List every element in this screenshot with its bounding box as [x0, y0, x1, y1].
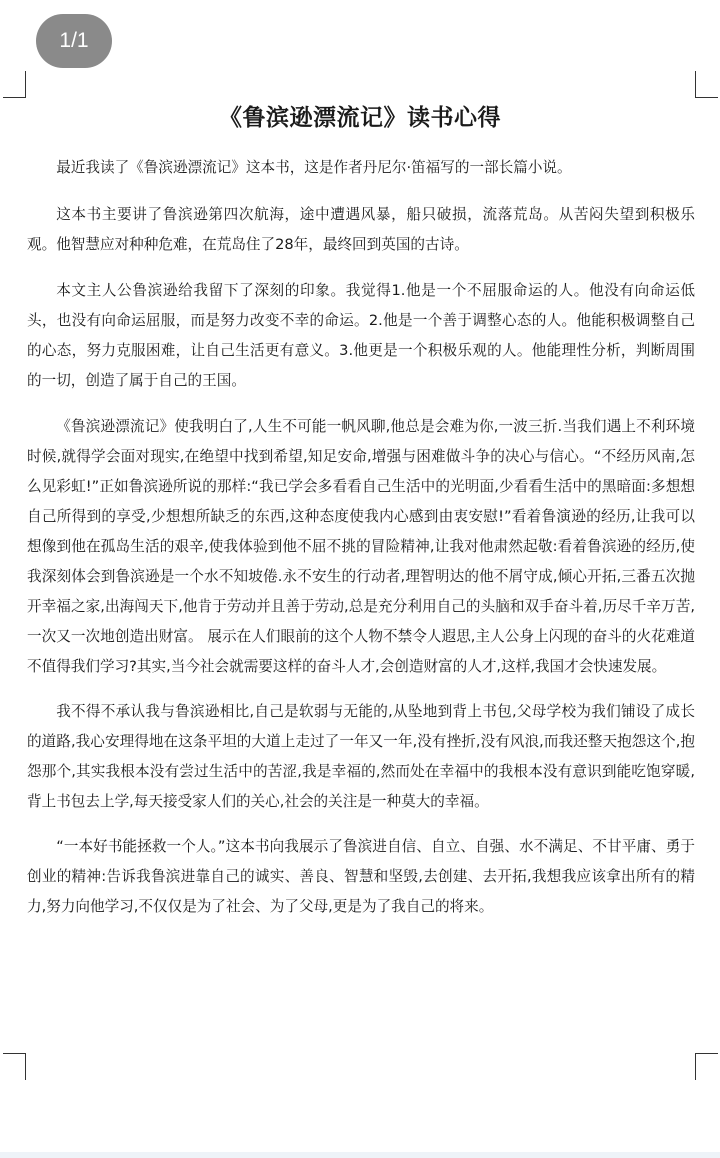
- crop-mark-bottom-right: [695, 1053, 718, 1080]
- paragraph-6: “一本好书能拯救一个人。”这本书向我展示了鲁滨进自信、自立、自强、水不满足、不甘平庸、勇于创业的精神:告诉我鲁滨进靠自己的诚实、善良、智慧和坚毁,去创建、去开拓,我想我应该拿出所有的精力,努力向他学习,不仅仅是为了社会、为了父母,更是为了我自己的将来。: [27, 838, 695, 915]
- paragraph-5: 我不得不承认我与鲁滨逊相比,自己是软弱与无能的,从坠地到背上书包,父母学校为我们铺设了成长的道路,我心安理得地在这条平坦的大道上走过了一年又一年,没有挫折,没有风浪,而我还整天抱怨这个,抱怨那个,其实我根本没有尝过生活中的苦涩,我是幸福的,然而处在幸福中的我根本没有意识到能吃饱穿暖,背上书包去上学,每天接受家人们的关心,社会的关注是一种莫大的幸福。: [27, 703, 695, 810]
- paragraph-1: 最近我读了《鲁滨逊漂流记》这本书，这是作者丹尼尔·笛福写的一部长篇小说。: [56, 159, 572, 176]
- crop-mark-bottom-left: [3, 1053, 26, 1080]
- document-body: [27, 153, 695, 922]
- page-indicator: 1/1: [36, 14, 112, 68]
- paragraph-2: 这本书主要讲了鲁滨逊第四次航海，途中遭遇风暴，船只破损，流落荒岛。从苦闷失望到积极乐观。他智慧应对种种危难，在荒岛住了28年，最终回到英国的古诗。: [27, 206, 695, 253]
- document-title: 《鲁滨逊漂流记》读书心得: [219, 105, 501, 131]
- bottom-bar: [0, 1152, 720, 1158]
- paragraph-3: 本文主人公鲁滨逊给我留下了深刻的印象。我觉得1.他是一个不屈服命运的人。他没有向命运低头，也没有向命运屈服，而是努力改变不幸的命运。2.他是一个善于调整心态的人。他能积极调整自己的心态，努力克服困难，让自己生活更有意义。3.他更是一个积极乐观的人。他能理性分析，判断周围的一切，创造了属于自己的王国。: [27, 282, 695, 389]
- paragraph-4: 《鲁滨逊漂流记》使我明白了,人生不可能一帆风聊,他总是会难为你,一波三折.当我们遇上不利环境时候,就得学会面对现实,在绝望中找到希望,知足安命,增强与困难做斗争的决心与信心。“不经历风南,怎么见彩虹!”正如鲁滨逊所说的那样:“我已学会多看看自己生活中的光明面,少看看生活中的黑暗面:多想想自己所得到的享受,少想想所缺乏的东西,这种态度使我内心感到由衷安慰!”看着鲁演逊的经历,让我可以想像到他在孤岛生活的艰辛,使我体验到他不屈不挑的冒险精神,让我对他肃然起敬:看着鲁滨逊的经历,使我深刻体会到鲁滨逊是一个水不知坡倦.永不安生的行动者,理智明达的他不屑守成,倾心开拓,三番五次抛开幸福之家,出海闯天下,他肯于劳动并且善于劳动,总是充分利用自己的头脑和双手奋斗着,历尽千辛万苦,一次又一次地创造出财富。 展示在人们眼前的这个人物不禁令人遐思,主人公身上闪现的奋斗的火花难道不值得我们学习?其实,当今社会就需要这样的奋斗人才,会创造财富的人才,这样,我国才会快速发展。: [27, 418, 695, 675]
- crop-mark-top-right: [695, 71, 718, 98]
- crop-mark-top-left: [3, 71, 26, 98]
